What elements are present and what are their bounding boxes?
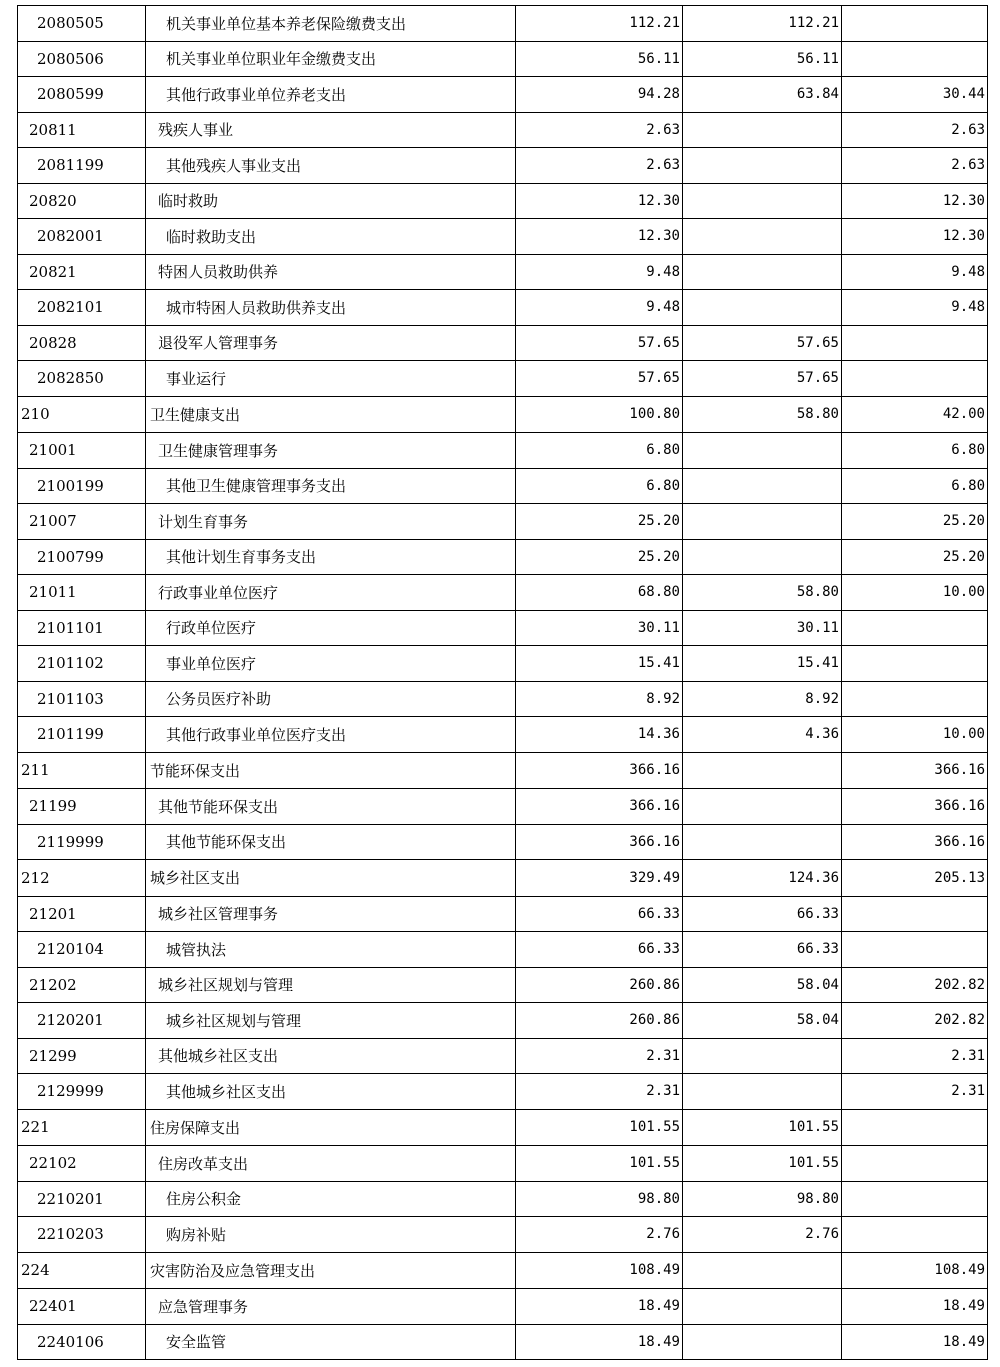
basic-expenditure-cell	[683, 433, 842, 469]
subject-code-cell: 2082001	[18, 219, 146, 255]
table-row	[18, 1109, 988, 1146]
table-row	[18, 717, 988, 753]
subject-code-cell: 21011	[18, 575, 146, 611]
subject-code-cell: 20821	[18, 254, 146, 290]
basic-expenditure-cell: 57.65	[683, 325, 842, 361]
project-expenditure-cell: 18.49	[842, 1289, 988, 1325]
basic-expenditure-cell	[683, 468, 842, 504]
total-amount-cell: 66.33	[516, 896, 683, 932]
total-amount-cell: 108.49	[516, 1252, 683, 1289]
subject-code-cell: 2101101	[18, 610, 146, 646]
total-amount-cell: 329.49	[516, 860, 683, 897]
subject-code-cell: 2101102	[18, 646, 146, 682]
table-row	[18, 1074, 988, 1110]
basic-expenditure-cell	[683, 1038, 842, 1074]
total-amount-cell: 101.55	[516, 1109, 683, 1146]
table-row	[18, 361, 988, 397]
total-amount-cell: 112.21	[516, 6, 683, 42]
subject-code-cell: 21202	[18, 967, 146, 1003]
total-amount-cell: 56.11	[516, 41, 683, 77]
subject-name-cell: 临时救助支出	[146, 219, 516, 255]
subject-code-cell: 2081199	[18, 148, 146, 184]
table-row	[18, 77, 988, 113]
table-row	[18, 396, 988, 433]
subject-name-cell: 卫生健康支出	[146, 396, 516, 433]
total-amount-cell: 12.30	[516, 183, 683, 219]
total-amount-cell: 366.16	[516, 789, 683, 825]
table-row	[18, 468, 988, 504]
subject-name-cell: 行政事业单位医疗	[146, 575, 516, 611]
total-amount-cell: 2.31	[516, 1038, 683, 1074]
project-expenditure-cell: 9.48	[842, 254, 988, 290]
basic-expenditure-cell: 30.11	[683, 610, 842, 646]
project-expenditure-cell	[842, 325, 988, 361]
table-row	[18, 1217, 988, 1253]
subject-name-cell: 灾害防治及应急管理支出	[146, 1252, 516, 1289]
total-amount-cell: 9.48	[516, 290, 683, 326]
subject-name-cell: 其他城乡社区支出	[146, 1038, 516, 1074]
table-row	[18, 1252, 988, 1289]
subject-code-cell: 2101199	[18, 717, 146, 753]
total-amount-cell: 101.55	[516, 1146, 683, 1182]
project-expenditure-cell: 366.16	[842, 824, 988, 860]
project-expenditure-cell: 202.82	[842, 967, 988, 1003]
subject-code-cell: 2080599	[18, 77, 146, 113]
subject-code-cell: 2082101	[18, 290, 146, 326]
project-expenditure-cell: 6.80	[842, 468, 988, 504]
table-row	[18, 6, 988, 42]
subject-name-cell: 计划生育事务	[146, 504, 516, 540]
basic-expenditure-cell: 4.36	[683, 717, 842, 753]
basic-expenditure-cell	[683, 824, 842, 860]
subject-name-cell: 其他节能环保支出	[146, 789, 516, 825]
table-row	[18, 610, 988, 646]
subject-code-cell: 21299	[18, 1038, 146, 1074]
basic-expenditure-cell: 58.80	[683, 575, 842, 611]
project-expenditure-cell	[842, 6, 988, 42]
subject-name-cell: 住房公积金	[146, 1181, 516, 1217]
project-expenditure-cell: 9.48	[842, 290, 988, 326]
basic-expenditure-cell	[683, 1252, 842, 1289]
subject-code-cell: 2119999	[18, 824, 146, 860]
total-amount-cell: 12.30	[516, 219, 683, 255]
total-amount-cell: 100.80	[516, 396, 683, 433]
basic-expenditure-cell: 57.65	[683, 361, 842, 397]
project-expenditure-cell	[842, 361, 988, 397]
table-row	[18, 932, 988, 968]
table-row	[18, 219, 988, 255]
subject-name-cell: 机关事业单位职业年金缴费支出	[146, 41, 516, 77]
project-expenditure-cell	[842, 41, 988, 77]
subject-code-cell: 2120201	[18, 1003, 146, 1039]
project-expenditure-cell: 2.63	[842, 148, 988, 184]
subject-name-cell: 事业单位医疗	[146, 646, 516, 682]
project-expenditure-cell: 42.00	[842, 396, 988, 433]
table-row	[18, 896, 988, 932]
basic-expenditure-cell: 66.33	[683, 932, 842, 968]
table-row	[18, 1289, 988, 1325]
total-amount-cell: 18.49	[516, 1289, 683, 1325]
table-row	[18, 575, 988, 611]
project-expenditure-cell	[842, 646, 988, 682]
table-row	[18, 646, 988, 682]
basic-expenditure-cell: 101.55	[683, 1109, 842, 1146]
total-amount-cell: 6.80	[516, 433, 683, 469]
total-amount-cell: 98.80	[516, 1181, 683, 1217]
total-amount-cell: 9.48	[516, 254, 683, 290]
subject-name-cell: 城管执法	[146, 932, 516, 968]
table-row	[18, 1324, 988, 1360]
subject-code-cell: 2101103	[18, 681, 146, 717]
basic-expenditure-cell: 98.80	[683, 1181, 842, 1217]
subject-code-cell: 2100199	[18, 468, 146, 504]
subject-code-cell: 20811	[18, 112, 146, 148]
total-amount-cell: 25.20	[516, 504, 683, 540]
subject-code-cell: 20820	[18, 183, 146, 219]
basic-expenditure-cell: 58.80	[683, 396, 842, 433]
project-expenditure-cell: 366.16	[842, 789, 988, 825]
subject-name-cell: 城乡社区规划与管理	[146, 1003, 516, 1039]
table-row	[18, 41, 988, 77]
table-row	[18, 112, 988, 148]
table-row	[18, 1181, 988, 1217]
basic-expenditure-cell	[683, 290, 842, 326]
total-amount-cell: 18.49	[516, 1324, 683, 1360]
total-amount-cell: 260.86	[516, 967, 683, 1003]
basic-expenditure-cell	[683, 148, 842, 184]
basic-expenditure-cell	[683, 752, 842, 789]
table-row	[18, 752, 988, 789]
subject-code-cell: 2120104	[18, 932, 146, 968]
project-expenditure-cell	[842, 932, 988, 968]
basic-expenditure-cell: 58.04	[683, 1003, 842, 1039]
subject-name-cell: 机关事业单位基本养老保险缴费支出	[146, 6, 516, 42]
subject-code-cell: 221	[18, 1109, 146, 1146]
subject-name-cell: 城乡社区规划与管理	[146, 967, 516, 1003]
subject-code-cell: 21007	[18, 504, 146, 540]
table-row	[18, 325, 988, 361]
project-expenditure-cell: 12.30	[842, 219, 988, 255]
subject-name-cell: 住房保障支出	[146, 1109, 516, 1146]
basic-expenditure-cell: 112.21	[683, 6, 842, 42]
basic-expenditure-cell: 101.55	[683, 1146, 842, 1182]
basic-expenditure-cell: 63.84	[683, 77, 842, 113]
table-row	[18, 539, 988, 575]
total-amount-cell: 366.16	[516, 752, 683, 789]
subject-code-cell: 21001	[18, 433, 146, 469]
table-row	[18, 433, 988, 469]
basic-expenditure-cell: 124.36	[683, 860, 842, 897]
subject-name-cell: 其他行政事业单位医疗支出	[146, 717, 516, 753]
total-amount-cell: 366.16	[516, 824, 683, 860]
project-expenditure-cell	[842, 610, 988, 646]
expenditure-table	[17, 5, 988, 1360]
project-expenditure-cell: 12.30	[842, 183, 988, 219]
total-amount-cell: 30.11	[516, 610, 683, 646]
subject-code-cell: 2210203	[18, 1217, 146, 1253]
basic-expenditure-cell	[683, 539, 842, 575]
project-expenditure-cell: 205.13	[842, 860, 988, 897]
table-row	[18, 681, 988, 717]
basic-expenditure-cell: 66.33	[683, 896, 842, 932]
subject-name-cell: 应急管理事务	[146, 1289, 516, 1325]
table-row	[18, 254, 988, 290]
total-amount-cell: 2.76	[516, 1217, 683, 1253]
project-expenditure-cell: 25.20	[842, 539, 988, 575]
subject-name-cell: 其他残疾人事业支出	[146, 148, 516, 184]
subject-code-cell: 212	[18, 860, 146, 897]
basic-expenditure-cell: 2.76	[683, 1217, 842, 1253]
subject-code-cell: 2080505	[18, 6, 146, 42]
basic-expenditure-cell: 56.11	[683, 41, 842, 77]
total-amount-cell: 94.28	[516, 77, 683, 113]
subject-code-cell: 21199	[18, 789, 146, 825]
basic-expenditure-cell	[683, 789, 842, 825]
total-amount-cell: 15.41	[516, 646, 683, 682]
subject-name-cell: 特困人员救助供养	[146, 254, 516, 290]
project-expenditure-cell: 2.31	[842, 1038, 988, 1074]
total-amount-cell: 57.65	[516, 361, 683, 397]
basic-expenditure-cell	[683, 1289, 842, 1325]
project-expenditure-cell: 25.20	[842, 504, 988, 540]
table-row	[18, 1146, 988, 1182]
project-expenditure-cell: 2.31	[842, 1074, 988, 1110]
project-expenditure-cell	[842, 1146, 988, 1182]
table-row	[18, 824, 988, 860]
subject-name-cell: 残疾人事业	[146, 112, 516, 148]
project-expenditure-cell: 6.80	[842, 433, 988, 469]
subject-name-cell: 公务员医疗补助	[146, 681, 516, 717]
basic-expenditure-cell	[683, 183, 842, 219]
subject-name-cell: 购房补贴	[146, 1217, 516, 1253]
subject-name-cell: 其他行政事业单位养老支出	[146, 77, 516, 113]
total-amount-cell: 6.80	[516, 468, 683, 504]
table-row	[18, 183, 988, 219]
table-row	[18, 504, 988, 540]
basic-expenditure-cell	[683, 1324, 842, 1360]
project-expenditure-cell: 108.49	[842, 1252, 988, 1289]
subject-name-cell: 住房改革支出	[146, 1146, 516, 1182]
project-expenditure-cell	[842, 681, 988, 717]
subject-code-cell: 224	[18, 1252, 146, 1289]
subject-code-cell: 2100799	[18, 539, 146, 575]
table-row	[18, 860, 988, 897]
subject-name-cell: 城乡社区支出	[146, 860, 516, 897]
subject-name-cell: 其他节能环保支出	[146, 824, 516, 860]
total-amount-cell: 260.86	[516, 1003, 683, 1039]
subject-code-cell: 22102	[18, 1146, 146, 1182]
subject-name-cell: 城乡社区管理事务	[146, 896, 516, 932]
table-row	[18, 290, 988, 326]
project-expenditure-cell: 2.63	[842, 112, 988, 148]
basic-expenditure-cell	[683, 219, 842, 255]
total-amount-cell: 8.92	[516, 681, 683, 717]
subject-code-cell: 210	[18, 396, 146, 433]
total-amount-cell: 68.80	[516, 575, 683, 611]
basic-expenditure-cell	[683, 1074, 842, 1110]
total-amount-cell: 57.65	[516, 325, 683, 361]
table-row	[18, 967, 988, 1003]
subject-name-cell: 卫生健康管理事务	[146, 433, 516, 469]
total-amount-cell: 2.31	[516, 1074, 683, 1110]
basic-expenditure-cell	[683, 112, 842, 148]
basic-expenditure-cell: 58.04	[683, 967, 842, 1003]
subject-code-cell: 2082850	[18, 361, 146, 397]
subject-name-cell: 城市特困人员救助供养支出	[146, 290, 516, 326]
table-row	[18, 148, 988, 184]
total-amount-cell: 2.63	[516, 112, 683, 148]
subject-code-cell: 2129999	[18, 1074, 146, 1110]
subject-code-cell: 21201	[18, 896, 146, 932]
basic-expenditure-cell: 15.41	[683, 646, 842, 682]
subject-name-cell: 行政单位医疗	[146, 610, 516, 646]
project-expenditure-cell: 30.44	[842, 77, 988, 113]
project-expenditure-cell	[842, 896, 988, 932]
subject-code-cell: 2080506	[18, 41, 146, 77]
project-expenditure-cell: 10.00	[842, 575, 988, 611]
subject-name-cell: 其他计划生育事务支出	[146, 539, 516, 575]
basic-expenditure-cell	[683, 504, 842, 540]
project-expenditure-cell	[842, 1181, 988, 1217]
subject-code-cell: 211	[18, 752, 146, 789]
total-amount-cell: 14.36	[516, 717, 683, 753]
project-expenditure-cell	[842, 1109, 988, 1146]
total-amount-cell: 25.20	[516, 539, 683, 575]
table-body	[18, 6, 988, 1360]
subject-name-cell: 安全监管	[146, 1324, 516, 1360]
subject-code-cell: 20828	[18, 325, 146, 361]
subject-name-cell: 节能环保支出	[146, 752, 516, 789]
project-expenditure-cell: 10.00	[842, 717, 988, 753]
subject-code-cell: 2240106	[18, 1324, 146, 1360]
project-expenditure-cell: 366.16	[842, 752, 988, 789]
project-expenditure-cell	[842, 1217, 988, 1253]
subject-name-cell: 事业运行	[146, 361, 516, 397]
total-amount-cell: 66.33	[516, 932, 683, 968]
subject-name-cell: 临时救助	[146, 183, 516, 219]
subject-code-cell: 22401	[18, 1289, 146, 1325]
subject-name-cell: 其他卫生健康管理事务支出	[146, 468, 516, 504]
subject-name-cell: 其他城乡社区支出	[146, 1074, 516, 1110]
table-row	[18, 1038, 988, 1074]
total-amount-cell: 2.63	[516, 148, 683, 184]
project-expenditure-cell: 202.82	[842, 1003, 988, 1039]
project-expenditure-cell: 18.49	[842, 1324, 988, 1360]
basic-expenditure-cell: 8.92	[683, 681, 842, 717]
basic-expenditure-cell	[683, 254, 842, 290]
subject-code-cell: 2210201	[18, 1181, 146, 1217]
table-row	[18, 1003, 988, 1039]
subject-name-cell: 退役军人管理事务	[146, 325, 516, 361]
table-row	[18, 789, 988, 825]
